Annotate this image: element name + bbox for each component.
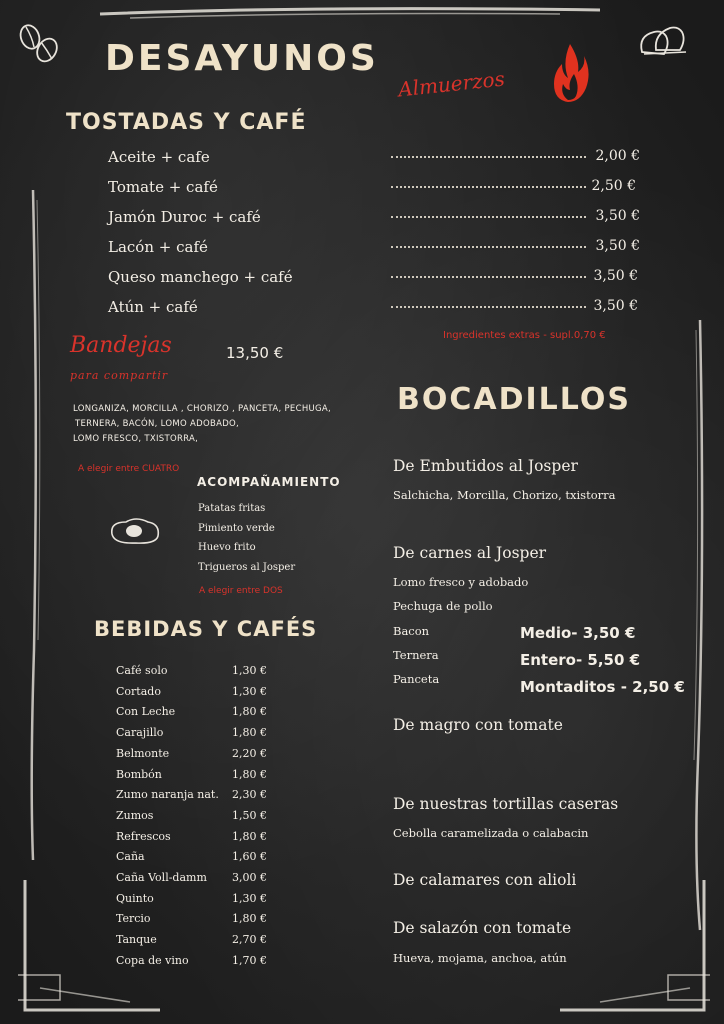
tostada-name: Jamón Duroc + café [108,208,261,226]
bocadillo-carnes-item: Lomo fresco y adobado [393,575,529,589]
bebida-price: 2,20 € [232,746,267,760]
bocadillo-price-montaditos: Montaditos - 2,50 € [520,678,685,696]
bebida-name: Carajillo [116,726,164,740]
bebida-name: Quinto [116,891,154,905]
tostada-row [108,178,648,200]
bebida-row [116,850,276,868]
bocadillo-carnes-title: De carnes al Josper [393,544,547,562]
bocadillo-magro-title: De magro con tomate [393,716,563,734]
tostada-price: 3,50 € [593,298,638,314]
bebida-name: Zumo naranja nat. [116,788,219,802]
fried-egg-icon [108,514,162,546]
bebida-name: Caña Voll-damm [116,871,207,884]
bebida-name: Zumos [116,808,154,822]
coffee-beans-icon [14,22,64,66]
flame-icon [550,42,590,104]
bebida-row [116,954,276,972]
bandejas-subtitle: para compartir [70,369,169,382]
bebida-row [116,705,276,723]
bebida-row [116,809,276,827]
bebida-name: Cortado [116,684,161,698]
bebida-name: Belmonte [116,746,170,760]
bocadillo-carnes-item: Pechuga de pollo [393,599,493,613]
bocadillo-carnes-item: Bacon [393,624,430,638]
tostada-price: 2,00 € [595,148,640,164]
bocadillo-price-entero: Entero- 5,50 € [520,651,641,669]
bandejas-title: Bandejas [70,333,172,358]
bebida-price: 1,30 € [232,684,267,698]
bebida-name: Café solo [116,664,168,677]
bebida-price: 1,30 € [232,664,267,677]
bandejas-choose-note: A elegir entre CUATRO [78,464,180,474]
bocadillos-title: BOCADILLOS [397,382,631,417]
bocadillo-calamares-title: De calamares con alioli [393,871,577,889]
bebida-row [116,664,276,682]
tostada-price: 3,50 € [595,208,640,224]
bandejas-ingredients-line: TERNERA, BACÓN, LOMO ADOBADO, [75,419,240,429]
tostada-row [108,208,648,230]
bebida-row [116,726,276,744]
bebida-name: Bombón [116,767,162,781]
tostada-row [108,268,648,290]
acompanamiento-item: Patatas fritas [198,503,266,514]
bebida-price: 2,70 € [232,933,267,947]
bocadillo-carnes-item: Ternera [393,648,439,662]
tostada-row [108,238,648,260]
tostadas-title: TOSTADAS Y CAFÉ [66,110,307,135]
bebida-name: Caña [116,850,145,864]
bocadillo-tortillas-sub: Cebolla caramelizada o calabacin [393,826,589,840]
bandejas-ingredients-line: LONGANIZA, MORCILLA , CHORIZO , PANCETA, PECHUGA, [73,404,332,414]
section-title-desayunos: DESAYUNOS [105,38,379,79]
bebida-name: Con Leche [116,705,176,719]
tostada-row [108,148,648,170]
bebida-price: 1,60 € [232,850,267,864]
acompanamiento-item: Huevo frito [198,542,256,553]
bocadillo-embutidos-sub: Salchicha, Morcilla, Chorizo, txistorra [393,488,616,502]
dotted-leader [391,276,586,278]
bebida-price: 1,50 € [232,808,267,822]
dotted-leader [391,156,586,158]
almuerzos-label: Almuerzos [397,66,506,102]
acompanamiento-item: Trigueros al Josper [198,562,296,573]
bebida-row [116,892,276,910]
dotted-leader [391,306,586,308]
tostada-name: Tomate + café [108,178,218,196]
bebida-price: 1,80 € [232,767,267,781]
bebida-name: Tercio [116,912,151,926]
bebida-row [116,768,276,786]
bocadillo-price-medio: Medio- 3,50 € [520,624,636,642]
bebida-row [116,830,276,848]
bandejas-ingredients-line: LOMO FRESCO, TXISTORRA, [73,434,199,444]
tostada-name: Aceite + cafe [108,148,210,166]
bebida-row [116,685,276,703]
bebida-price: 1,80 € [232,829,267,843]
bebida-price: 1,30 € [232,891,267,905]
bebida-price: 1,80 € [232,912,267,926]
acompanamiento-item: Pimiento verde [198,523,275,534]
extras-note: Ingredientes extras - supl.0,70 € [443,330,606,341]
bebida-price: 3,00 € [232,871,267,884]
bebida-row [116,747,276,765]
tostada-price: 2,50 € [591,178,636,194]
bebida-name: Refrescos [116,829,171,843]
bocadillo-carnes-item: Panceta [393,672,440,686]
bebida-row [116,933,276,951]
acompanamiento-choose-note: A elegir entre DOS [199,586,283,596]
dotted-leader [391,186,586,188]
dotted-leader [391,216,586,218]
bebida-price: 1,80 € [232,726,267,740]
tostada-row [108,298,648,320]
dotted-leader [391,246,586,248]
bebida-row [116,788,276,806]
bebida-row [116,912,276,930]
bebida-price: 2,30 € [232,788,267,802]
bebida-name: Copa de vino [116,953,189,967]
acompanamiento-title: ACOMPAÑAMIENTO [197,475,341,489]
tostada-name: Lacón + café [108,238,208,256]
bocadillo-salazon-sub: Hueva, mojama, anchoa, atún [393,951,567,965]
tostada-name: Queso manchego + café [108,268,293,286]
bebida-name: Tanque [116,933,157,947]
bebida-price: 1,80 € [232,705,267,719]
tostada-price: 3,50 € [593,268,638,284]
bandejas-price: 13,50 € [226,344,284,362]
bocadillo-embutidos-title: De Embutidos al Josper [393,457,578,475]
bebida-price: 1,70 € [232,953,267,967]
tostada-price: 3,50 € [595,238,640,254]
bebidas-title: BEBIDAS Y CAFÉS [94,617,318,641]
bocadillo-tortillas-title: De nuestras tortillas caseras [393,795,619,813]
bebida-row [116,871,276,889]
bread-icon [636,22,692,60]
bocadillo-salazon-title: De salazón con tomate [393,919,572,937]
tostada-name: Atún + café [108,298,198,316]
